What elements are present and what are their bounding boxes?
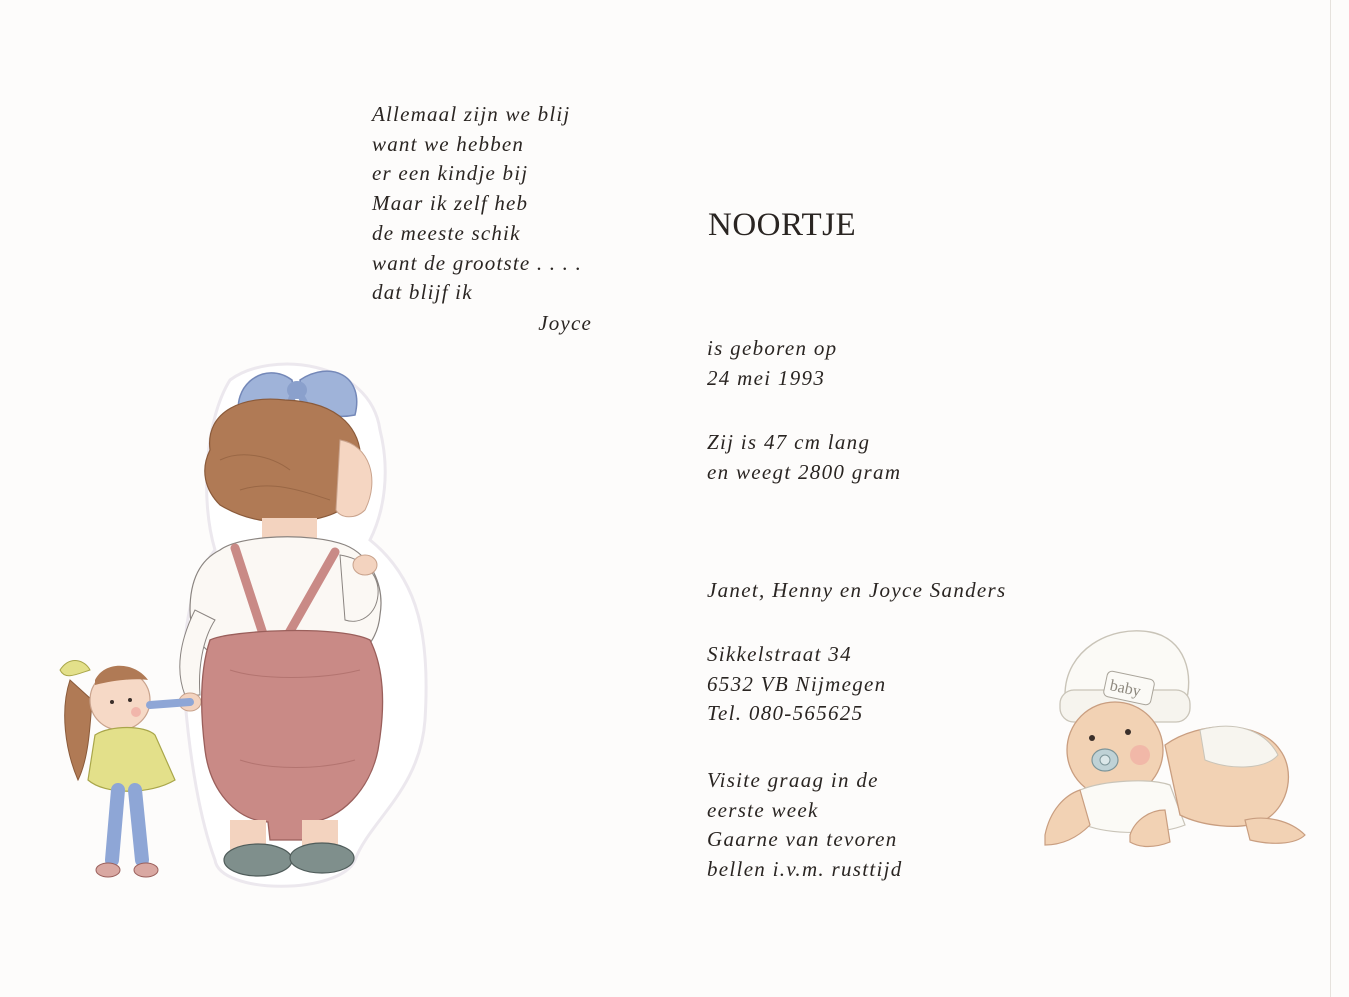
born-label: is geboren op [707, 336, 838, 360]
baby-hat-label: baby [1108, 677, 1143, 701]
crawling-baby-illustration [1010, 620, 1320, 870]
visit-line: bellen i.v.m. rusttijd [707, 856, 903, 881]
girl-with-doll-illustration [40, 340, 440, 900]
street-address: Sikkelstraat 34 [707, 642, 852, 666]
visit-line: eerste week [707, 797, 819, 822]
poem-line: de meeste schik [372, 220, 521, 245]
visit-line: Gaarne van tevoren [707, 827, 898, 851]
weight-text: en weegt 2800 gram [707, 459, 902, 484]
parents-block [707, 576, 1007, 606]
poem-line: dat blijf ik [372, 280, 473, 305]
length-text: Zij is 47 cm lang [707, 430, 871, 454]
poem-line: Allemaal zijn we blij [372, 102, 571, 126]
poem-line: want we hebben [372, 131, 525, 156]
birth-date-block [707, 334, 837, 393]
visit-info-block [707, 766, 903, 884]
baby-name: NOORTJE [708, 207, 857, 243]
poem-line: er een kindje bij [372, 161, 529, 186]
poem-line: want de grootste . . . . [372, 250, 583, 275]
poem-line: Maar ik zelf heb [372, 191, 529, 216]
parents-names: Janet, Henny en Joyce Sanders [707, 578, 1007, 602]
phone-number: Tel. 080-565625 [707, 701, 864, 725]
doll [60, 661, 190, 877]
visit-line: Visite graag in de [707, 768, 879, 792]
address-block [707, 640, 886, 729]
birth-date: 24 mei 1993 [707, 365, 826, 390]
poem [372, 100, 612, 338]
card-fold-edge [1330, 0, 1331, 997]
measurements-block [707, 428, 901, 487]
postal-city: 6532 VB Nijmegen [707, 671, 887, 696]
poem-signature: Joyce [538, 310, 592, 335]
